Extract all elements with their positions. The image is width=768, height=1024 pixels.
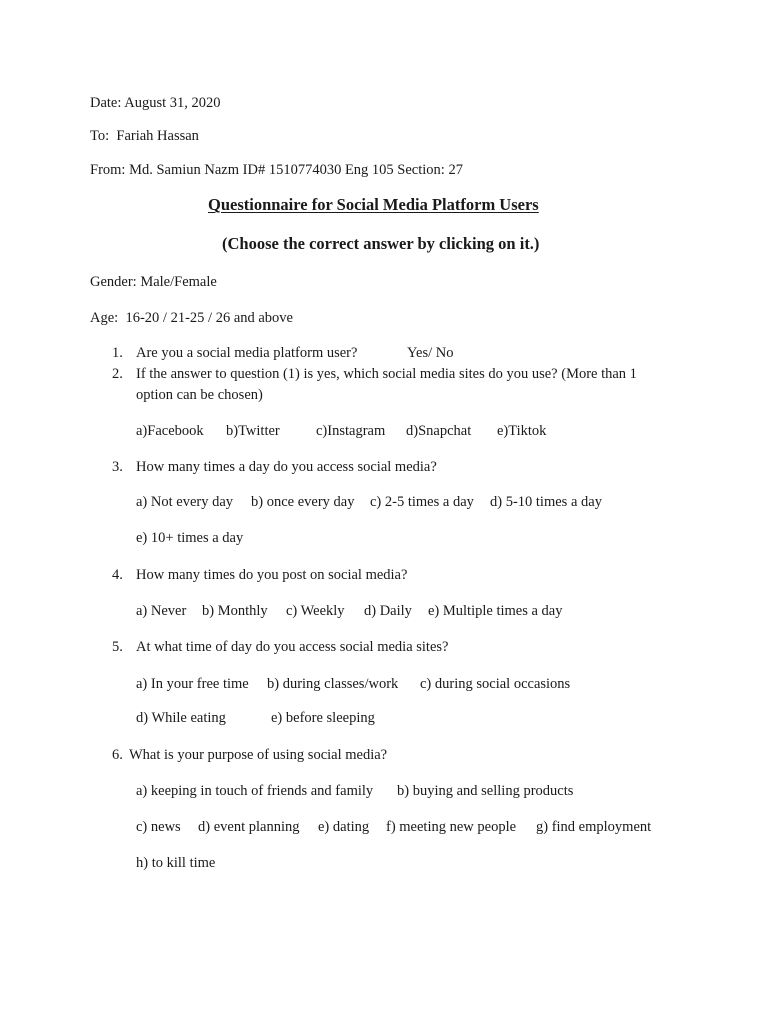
age-option-21-25[interactable]: 21-25 (170, 310, 205, 326)
question-4-option-d[interactable]: d) Daily (364, 603, 412, 619)
question-2-option-a[interactable]: a)Facebook (136, 423, 204, 439)
question-6-option-h[interactable]: h) to kill time (136, 855, 216, 871)
question-5-option-c[interactable]: c) during social occasions (420, 676, 571, 692)
to-line: To: Fariah Hassan (90, 128, 199, 144)
question-5-number: 5. (112, 639, 123, 655)
question-3-option-e[interactable]: e) 10+ times a day (136, 530, 244, 546)
question-6-number: 6. (112, 747, 123, 763)
age-option-26-above[interactable]: 26 and above (215, 310, 293, 326)
gender-separator: / (170, 274, 175, 290)
date-line: Date: August 31, 2020 (90, 95, 221, 111)
gender-label: Gender: (90, 274, 141, 290)
age-label: Age: (90, 310, 126, 326)
question-2-option-d[interactable]: d)Snapchat (406, 423, 472, 439)
question-6-option-b[interactable]: b) buying and selling products (397, 783, 574, 799)
question-4-option-c[interactable]: c) Weekly (286, 603, 345, 619)
question-6-option-e[interactable]: e) dating (318, 819, 370, 835)
question-5-option-b[interactable]: b) during classes/work (267, 676, 399, 692)
age-option-16-20[interactable]: 16-20 (125, 310, 160, 326)
question-5-text: At what time of day do you access social media sites? (136, 639, 449, 655)
page-title: Questionnaire for Social Media Platform Users (208, 195, 539, 214)
question-3-option-b[interactable]: b) once every day (251, 494, 355, 510)
question-4-option-a[interactable]: a) Never (136, 603, 187, 619)
gender-option-female[interactable]: Female (174, 274, 217, 290)
age-question (90, 311, 293, 326)
question-5-option-e[interactable]: e) before sleeping (271, 710, 375, 726)
question-2-number: 2. (112, 366, 123, 382)
question-3-option-c[interactable]: c) 2-5 times a day (370, 494, 474, 510)
question-1-number: 1. (112, 345, 123, 361)
question-4-option-b[interactable]: b) Monthly (202, 603, 268, 619)
age-separator: / (159, 310, 171, 326)
question-4-text: How many times do you post on social media? (136, 567, 408, 583)
gender-question (90, 275, 217, 290)
question-2-text-line2: option can be chosen) (136, 387, 263, 403)
question-6-text: What is your purpose of using social media? (129, 747, 388, 763)
question-1-option-yes-no[interactable]: Yes/ No (407, 345, 454, 361)
question-6-option-d[interactable]: d) event planning (198, 819, 300, 835)
question-6-option-a[interactable]: a) keeping in touch of friends and family (136, 783, 374, 799)
question-3-option-d[interactable]: d) 5-10 times a day (490, 494, 602, 510)
age-separator: / (204, 310, 216, 326)
question-1-text: Are you a social media platform user? (136, 345, 358, 361)
question-3-option-a[interactable]: a) Not every day (136, 494, 234, 510)
question-6-option-g[interactable]: g) find employment (536, 819, 652, 835)
gender-option-male[interactable]: Male (140, 274, 171, 290)
from-line: From: Md. Samiun Nazm ID# 1510774030 Eng 105 Section: 27 (90, 162, 463, 178)
page-subtitle: (Choose the correct answer by clicking on it.) (222, 234, 540, 253)
question-2-option-c[interactable]: c)Instagram (316, 423, 386, 439)
question-4-option-e[interactable]: e) Multiple times a day (428, 603, 563, 619)
question-2-text-line1: If the answer to question (1) is yes, which social media sites do you use? (More than 1 (136, 366, 637, 382)
question-6-option-f[interactable]: f) meeting new people (386, 819, 517, 835)
question-2-option-b[interactable]: b)Twitter (226, 423, 280, 439)
question-4-number: 4. (112, 567, 123, 583)
question-2-option-e[interactable]: e)Tiktok (497, 423, 547, 439)
question-3-number: 3. (112, 459, 123, 475)
question-5-option-a[interactable]: a) In your free time (136, 676, 249, 692)
question-5-option-d[interactable]: d) While eating (136, 710, 226, 726)
question-3-text: How many times a day do you access social media? (136, 459, 437, 475)
question-6-option-c[interactable]: c) news (136, 819, 181, 835)
